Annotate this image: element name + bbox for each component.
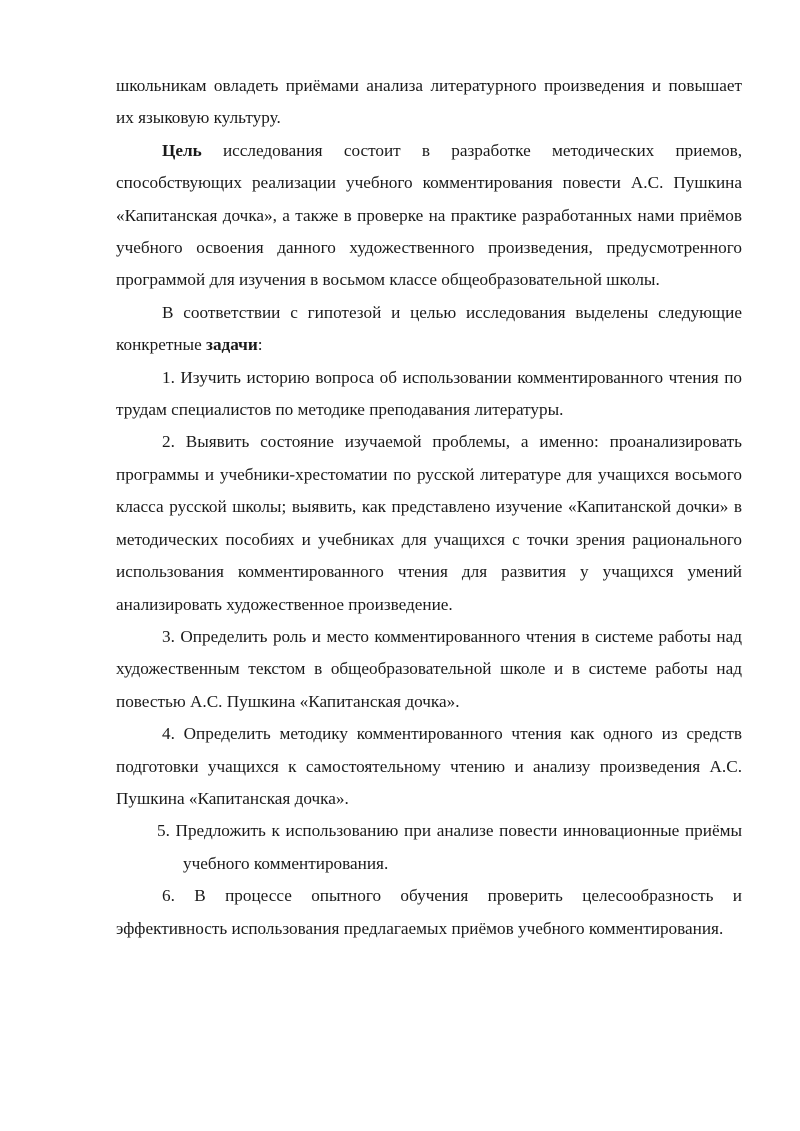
task-item-2: 2. Выявить состояние изучаемой проблемы, а именно: проанализировать программы и учебники-хрестоматии по русской литературе для учащихся восьмого класса русской школы; выявить, как представлено изучение «Капитанской дочки» в методических пособиях и учебниках для учащихся с точки зрения рационального использования комментированного чтения для развития у учащихся умений анализировать художественное произведение. [116,432,742,614]
task-item-1: 1. Изучить историю вопроса об использовании комментированного чтения по трудам специалистов по методике преподавания литературы. [116,367,742,420]
tasks-intro-text: В соответствии с гипотезой и целью исследования выделены следующие конкретные [116,302,742,355]
document-page [116,70,742,945]
tasks-term: задачи [206,335,258,355]
task-item-5: 5. Предложить к использованию при анализе повести инновационные приёмы учебного комментирования. [157,821,742,873]
goal-term: Цель [162,140,202,160]
task-item-3: 3. Определить роль и место комментированного чтения в системе работы над художественным текстом в общеобразовательной школе и в системе работы над повестью А.С. Пушкина «Капитанская дочка». [116,626,742,711]
task-item-6: 6. В процессе опытного обучения проверить целесообразность и эффективность использования предлагаемых приёмов учебного комментирования. [116,886,742,938]
paragraph-tasks-intro [116,297,742,362]
task-item-4: 4. Определить методику комментированного чтения как одного из средств подготовки учащихся к самостоятельному чтению и анализу произведения А.С. Пушкина «Капитанская дочка». [116,724,742,808]
paragraph-goal [116,135,742,297]
tasks-intro-colon: : [257,335,263,355]
paragraph-continuation: школьникам овладеть приёмами анализа литературного произведения и повышает их языковую культуру. [116,76,742,128]
goal-text: исследования состоит в разработке методических приемов, способствующих реализации учебного комментирования повести А.С. Пушкина «Капитанская дочка», а также в проверке на практике разработанных нами приёмов учебного освоения данного художественного произведения, предусмотренного программой для изучения в восьмом классе общеобразовательной школы. [116,140,742,290]
